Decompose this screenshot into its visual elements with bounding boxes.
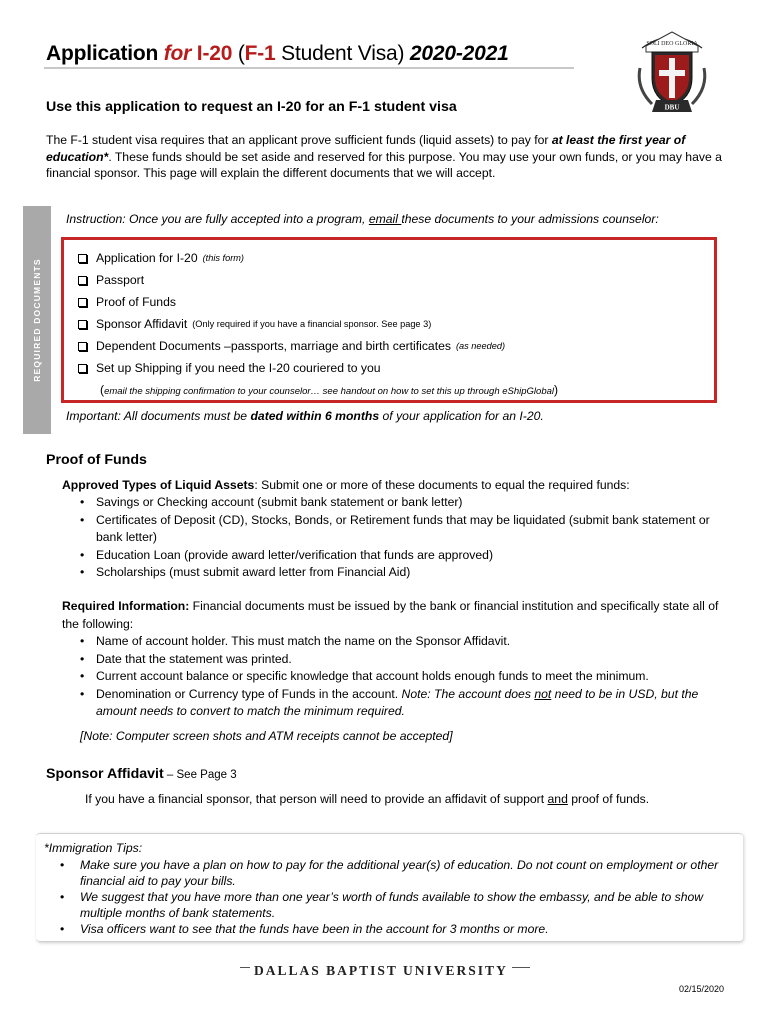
list-item: • Date that the statement was printed. [80,651,720,669]
required-documents-tab: REQUIRED DOCUMENTS [23,206,51,434]
approved-assets-list [80,494,720,582]
required-information-list [80,633,720,721]
intro-paragraph: The F-1 student visa requires that an applicant prove sufficient funds (liquid assets) to pay for at least the first year of education*. These funds should be set aside and reserved for this purpose. You may use your own funds, or you may have a financial sponsor. This page will explain the different documents that we will accept. [46,133,722,180]
checkbox-icon[interactable] [78,320,87,329]
checkbox-icon[interactable] [78,342,87,351]
important-note: Important: All documents must be dated within 6 months of your application for an I-20. [66,409,544,423]
list-item: • Make sure you have a plan on how to pay for the additional year(s) of education. Do not count on employment or other financial aid to pay your bills. [60,857,730,889]
revision-date: 02/15/2020 [678,984,724,994]
checklist-item[interactable]: Dependent Documents –passports, marriage and birth certificates (as needed) [78,339,505,353]
page-title: Application for I-20 (F-1 Student Visa) 2020-2021 [46,42,509,65]
dbu-crest-logo [622,18,722,118]
svg-text:DBU: DBU [664,103,680,112]
list-item: • Scholarships (must submit award letter from Financial Aid) [80,564,720,582]
checklist-item[interactable]: Set up Shipping if you need the I-20 couriered to you [78,361,381,375]
checkbox-icon[interactable] [78,276,87,285]
checkbox-icon[interactable] [78,364,87,373]
required-information-intro: Required Information: Financial documents must be issued by the bank or financial institution and specifically state all of the following: [62,599,719,631]
sponsor-paragraph: If you have a financial sponsor, that person will need to provide an affidavit of support and proof of funds. [85,792,650,806]
checkbox-icon[interactable] [78,298,87,307]
list-item: • Name of account holder. This must match the name on the Sponsor Affidavit. [80,633,720,651]
screenshot-note: [Note: Computer screen shots and ATM receipts cannot be accepted] [80,729,453,743]
list-item: • We suggest that you have more than one year’s worth of funds available to show the embassy, and be able to show multiple months of bank statements. [60,889,730,921]
checklist-item[interactable]: Passport [78,273,144,287]
instruction-text: Instruction: Once you are fully accepted into a program, email these documents to your admissions counselor: [66,212,659,226]
list-item: • Visa officers want to see that the funds have been in the account for 3 months or more. [60,921,730,937]
immigration-tips-title: *Immigration Tips: [44,841,143,855]
checkbox-icon[interactable] [78,254,87,263]
list-item: • Denomination or Currency type of Funds in the account. Note: The account does not need to be in USD, but the amount needs to convert to match the minimum required. [80,686,720,721]
checklist-item[interactable]: Application for I-20 (this form) [78,251,244,265]
approved-assets-intro: Approved Types of Liquid Assets: Submit one or more of these documents to equal the required funds: [62,478,630,492]
footer-brand: DALLAS BAPTIST UNIVERSITY [250,963,512,979]
list-item: • Certificates of Deposit (CD), Stocks, Bonds, or Retirement funds that may be liquidated (submit bank statement or bank letter) [80,512,720,547]
list-item: • Education Loan (provide award letter/verification that funds are approved) [80,547,720,565]
subtitle: Use this application to request an I-20 for an F-1 student visa [46,99,457,115]
svg-text:SOLI DEO GLORIA: SOLI DEO GLORIA [646,41,698,47]
checklist-item[interactable]: Proof of Funds [78,295,176,309]
list-item: • Current account balance or specific knowledge that account holds enough funds to meet the minimum. [80,668,720,686]
shipping-note: (email the shipping confirmation to your counselor… see handout on how to set this up through eShipGlobal) [100,383,559,397]
email-link[interactable]: email [368,212,402,226]
checklist-item[interactable]: Sponsor Affidavit (Only required if you have a financial sponsor. See page 3) [78,317,431,331]
sponsor-affidavit-heading: Sponsor Affidavit – See Page 3 [46,766,237,782]
title-divider [44,67,574,69]
proof-of-funds-heading: Proof of Funds [46,452,147,468]
list-item: • Savings or Checking account (submit bank statement or bank letter) [80,494,720,512]
immigration-tips-list [60,857,730,937]
